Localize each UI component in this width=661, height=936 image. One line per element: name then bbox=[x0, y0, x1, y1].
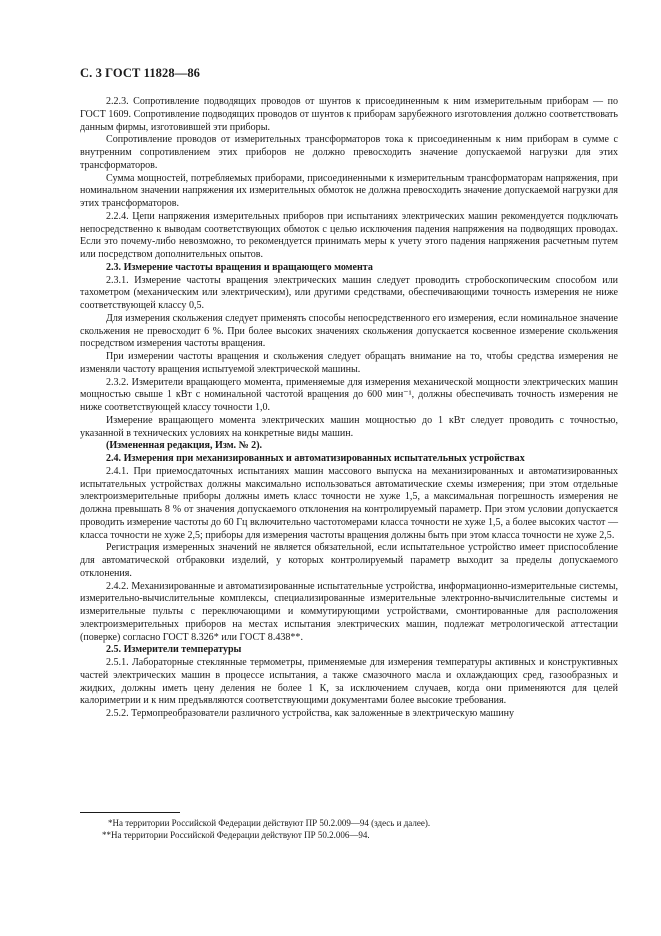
paragraph-registration: Регистрация измеренных значений не является обязательной, если испытательное устройство имеет приспособление для автоматической отбраковки изделий, у которых контролируемый параметр выходит за пределы допускаемого отклонения. bbox=[80, 542, 618, 579]
paragraph-2-4-1: 2.4.1. При приемосдаточных испытаниях машин массового выпуска на механизированных и автоматизированных испытательных устройствах должны максимально использоваться автоматические схемы измерения; при этом отдельные электроизмерительные приборы должны иметь класс точности не хуже 1,5, а максимальная погрешность измерения не должна превышать 8 % от значения допускаемого отклонения на контролируемый параметр. При этом условии допускается проводить измерение частоты до 60 Гц включительно частотомерами класса точности не хуже 1,5, а более высоких частот — класса точности не хуже 2,5; приборы для измерения частоты вращения должны быть при этом класса точности не хуже 2,5. bbox=[80, 465, 618, 541]
paragraph-slip-measurement: Для измерения скольжения следует применять способы непосредственного его измерения, если номинальное значение скольжения не превосходит 6 %. При более высоких значениях скольжения допускается косвенное измерение скольжения посредством измерения частоты вращения. bbox=[80, 312, 618, 350]
paragraph-2-5-1: 2.5.1. Лабораторные стеклянные термометры, применяемые для измерения температуры активных и конструктивных частей электрических машин в процессе испытания, а также смазочного масла и охлаждающих сред, газообразных и жидких, должны иметь цену деления не более 1 К, за исключением случаев, когда они применяются для целей калориметрии и к ним предъявляются соответствующими документами более высокие требования. bbox=[80, 657, 618, 707]
paragraph-2-2-3: 2.2.3. Сопротивление подводящих проводов от шунтов к присоединенным к ним измерительным приборам — по ГОСТ 1609. Сопротивление подводящих проводов от шунтов к приборам зарубежного изготовления должно соответствовать данным фирмы, изготовившей эти приборы. bbox=[80, 96, 618, 133]
paragraph-current-transformers: Сопротивление проводов от измерительных трансформаторов тока к присоединенным к ним приборам в сумме с внутренним сопротивлением этих приборов не должно превосходить значение допускаемой нагрузки для этих трансформаторов. bbox=[80, 134, 618, 171]
paragraph-2-4-2: 2.4.2. Механизированные и автоматизированные испытательные устройства, информационно-измерительные системы, измерительно-вычислительные комплексы, специализированные измерительные электронно-вычислительные системы и измерительные пульты с переключающими и коммутирующими устройствами, смонтированные для расположения электроизмерительных приборов на местах испытания электрических машин, подлежат метрологической аттестации (поверке) согласно ГОСТ 8.326* или ГОСТ 8.438**. bbox=[80, 580, 618, 643]
footnote-divider bbox=[80, 812, 180, 813]
paragraph-2-5-2: 2.5.2. Термопреобразователи различного устройства, как заложенные в электрическую машину bbox=[106, 708, 515, 719]
footnote-1: *На территории Российской Федерации действуют ПР 50.2.009—94 (здесь и далее). bbox=[108, 818, 431, 828]
page-header: С. 3 ГОСТ 11828—86 bbox=[80, 66, 201, 80]
document-body bbox=[80, 96, 618, 721]
paragraph-2-3-2: 2.3.2. Измерители вращающего момента, применяемые для измерения механической мощности электрических машин мощностью свыше 1 кВт с номинальной частотой вращения до 600 мин⁻¹, должны обеспечивать точность измерения не ниже соответствующей классу точности 1,0. bbox=[80, 376, 618, 413]
footnotes bbox=[80, 818, 618, 841]
amendment-note: (Измененная редакция, Изм. № 2). bbox=[106, 440, 263, 452]
paragraph-speed-note: При измерении частоты вращения и скольжения следует обращать внимание на то, чтобы средства измерения не изменяли частоту вращения испытуемой электрической машины. bbox=[80, 351, 618, 375]
paragraph-2-2-4: 2.2.4. Цепи напряжения измерительных приборов при испытаниях электрических машин рекомендуется подключать непосредственно к выводам соответствующих обмоток с целью исключения падения напряжения на подводящих проводах. Если это почему-либо невозможно, то рекомендуется принимать меры к учету этого падения напряжения расчетным путем или посредством дополнительных опытов. bbox=[80, 210, 618, 260]
paragraph-voltage-transformers: Сумма мощностей, потребляемых приборами, присоединенными к измерительным трансформаторам напряжения, при номинальном значении напряжения их измерительных обмоток не должна превосходить значение допускаемой нагрузки для этих трансформаторов. bbox=[80, 172, 618, 209]
section-heading-2-3: 2.3. Измерение частоты вращения и вращающего момента bbox=[106, 261, 373, 273]
section-heading-2-4: 2.4. Измерения при механизированных и автоматизированных испытательных устройствах bbox=[106, 453, 525, 464]
paragraph-2-3-1: 2.3.1. Измерение частоты вращения электрических машин следует проводить стробоскопическим способом или тахометром (механическим или электрическим), или другими средствами, обеспечивающими точность измерения не ниже соответствующей классу 0,5. bbox=[80, 274, 618, 311]
paragraph-torque-small: Измерение вращающего момента электрических машин мощностью до 1 кВт следует проводить с точностью, указанной в технических условиях на конкретные виды машин. bbox=[80, 414, 618, 439]
footnote-2: **На территории Российской Федерации действуют ПР 50.2.006—94. bbox=[102, 829, 370, 840]
section-heading-2-5: 2.5. Измерители температуры bbox=[106, 644, 242, 656]
